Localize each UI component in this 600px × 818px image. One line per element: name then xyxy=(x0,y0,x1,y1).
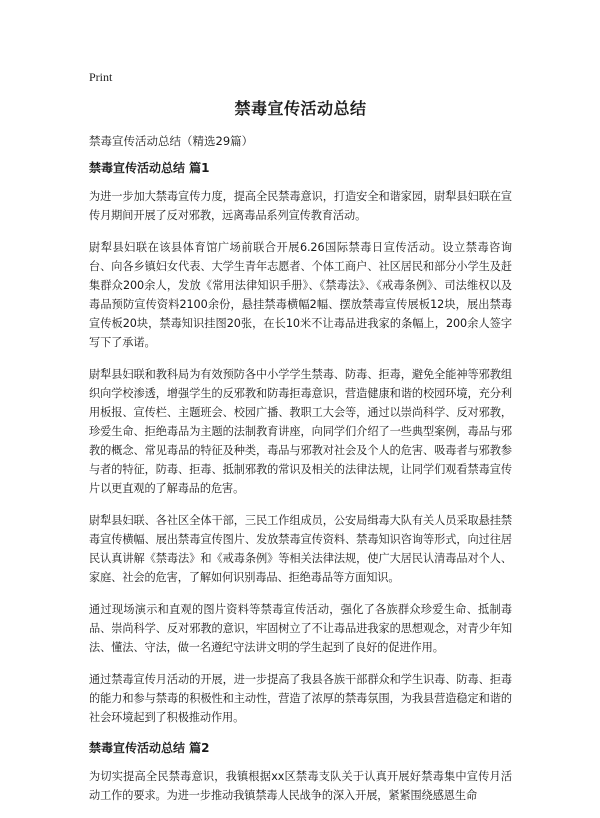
paragraph: 尉犁县妇联、各社区全体干部，三民工作组成员，公安局缉毒大队有关人员采取悬挂禁毒宣传横幅、展出禁毒宣传图片、发放禁毒宣传资料、禁毒知识咨询等形式，向过往居民认真讲解《禁毒法》和《戒毒条例》等相关法律法规，使广大居民认清毒品对个人、家庭、社会的危害，了解如何识别毒品、拒绝毒品等方面知识。 xyxy=(89,514,512,584)
paragraph: 通过现场演示和直观的图片资料等禁毒宣传活动，强化了各族群众珍爱生命、抵制毒品、崇尚科学、反对邪教的意识，牢固树立了不让毒品进我家的思想观念，对青少年知法、懂法、守法，做一名遵纪守法讲文明的学生起到了良好的促进作用。 xyxy=(89,603,512,654)
section-2 xyxy=(89,740,512,805)
section-heading: 禁毒宣传活动总结 篇2 xyxy=(89,741,210,755)
paragraph: 通过禁毒宣传月活动的开展，进一步提高了我县各族干部群众和学生识毒、防毒、拒毒的能力和参与禁毒的积极性和主动性，营造了浓厚的禁毒氛围，为我县营造稳定和谐的社会环境起到了积极推动作用。 xyxy=(89,673,512,724)
print-link[interactable]: Print xyxy=(89,70,113,84)
paragraph: 尉犁县妇联和教科局为有效预防各中小学学生禁毒、防毒、拒毒，避免全能神等邪教组织向学校渗透，增强学生的反邪教和防毒拒毒意识，营造健康和谐的校园环境，充分利用板报、宣传栏、主题班会、校园广播、教职工大会等，通过以崇尚科学、反对邪教，珍爱生命、拒绝毒品为主题的法制教育讲座，向同学们介绍了一些典型案例，毒品与邪教的概念、常见毒品的特征及种类，毒品与邪教对社会及个人的危害、吸毒者与邪教参与者的特征，防毒、拒毒、抵制邪教的常识及相关的法律法规，让同学们观看禁毒宣传片以更直观的了解毒品的危害。 xyxy=(89,368,512,495)
page-title: 禁毒宣传活动总结 xyxy=(234,99,367,118)
section-heading: 禁毒宣传活动总结 篇1 xyxy=(89,161,210,175)
document-subtitle: 禁毒宣传活动总结（精选29篇） xyxy=(89,134,254,148)
section-1 xyxy=(89,160,512,727)
paragraph: 为进一步加大禁毒宣传力度，提高全民禁毒意识，打造安全和谐家园，尉犁县妇联在宣传月期间开展了反对邪教，远离毒品系列宣传教育活动。 xyxy=(89,190,512,222)
paragraph: 尉犁县妇联在该县体育馆广场前联合开展6.26国际禁毒日宣传活动。设立禁毒咨询台、向各乡镇妇女代表、大学生青年志愿者、个体工商户、社区居民和部分小学生及赶集群众200余人，发放《常用法律知识手册》、《禁毒法》、《戒毒条例》、司法维权以及毒品预防宣传资料2100余份，悬挂禁毒横幅2幅、摆放禁毒宣传展板12块，展出禁毒宣传板20块，禁毒知识挂图20张，在长10米不让毒品进我家的条幅上，200余人签字写下了承诺。 xyxy=(89,241,512,349)
document-body xyxy=(89,160,512,818)
paragraph: 为切实提高全民禁毒意识，我镇根据xx区禁毒支队关于认真开展好禁毒集中宣传月活动工作的要求。为进一步推动我镇禁毒人民战争的深入开展，紧紧围绕感恩生命 xyxy=(89,770,512,802)
